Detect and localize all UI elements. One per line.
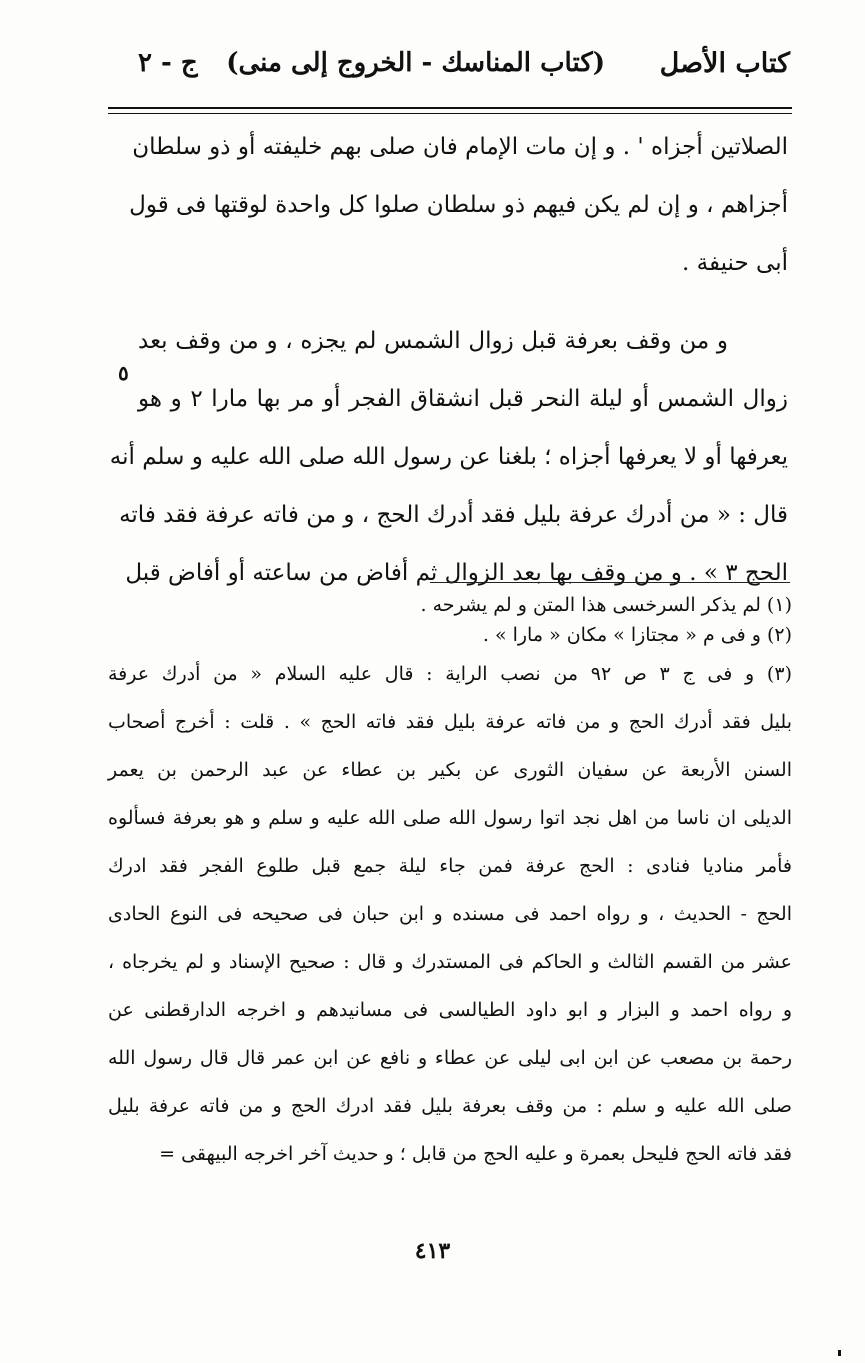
- margin-line-number: ٥: [118, 361, 129, 385]
- footnote-line: فقد فاته الحج فليحل بعمرة و عليه الحج من قابل ؛ و حديث آخر اخرجه البيهقى =: [159, 1143, 792, 1165]
- footnote-line: (٣) و فى ج ٣ ص ٩٢ من نصب الراية : قال عليه السلام « من أدرك عرفة: [108, 663, 792, 685]
- footnote-3: [108, 650, 792, 1178]
- text-line: يعرفها أو لا يعرفها أجزاه ؛ بلغنا عن رسول الله صلى الله عليه و سلم أنه: [109, 444, 788, 470]
- main-text: [109, 118, 788, 602]
- footnote-line: الحج - الحديث ، و رواه احمد فى مسنده و ابن حبان فى صحيحه فى النوع الحادى: [108, 903, 792, 925]
- footnote-line: رحمة بن مصعب عن ابن ابى ليلى عن عطاء و نافع عن ابن عمر قال قال رسول الله: [108, 1047, 793, 1069]
- footnote-line: فأمر مناديا فنادى : الحج عرفة فمن جاء ليلة جمع قبل طلوع الفجر فقد ادرك: [108, 855, 792, 877]
- footnote-line: الديلى ان ناسا من اهل نجد اتوا رسول الله صلى الله عليه و سلم و هو بعرفة فسألوه: [108, 807, 792, 829]
- section-title: (كتاب المناسك - الخروج إلى منى): [226, 48, 605, 78]
- paragraph-1: [129, 118, 788, 292]
- footnote-line: بليل فقد أدرك الحج و من فاته عرفة بليل فقد فاته الحج » . قلت : أخرج أصحاب: [108, 711, 792, 733]
- text-line: زوال الشمس أو ليلة النحر قبل انشقاق الفجر أو مر بها مارا ٢ و هو: [138, 386, 788, 412]
- text-line: أبى حنيفة .: [682, 250, 788, 276]
- footnote-line: و رواه احمد و البزار و ابو داود الطيالسى فى مسانيدهم و اخرجه الدارقطنى عن: [108, 999, 792, 1021]
- footnote-line: السنن الأربعة عن سفيان الثورى عن بكير بن عطاء عن عبد الرحمن بن يعمر: [108, 759, 792, 781]
- book-title: كتاب الأصل: [659, 48, 790, 79]
- footnote-line: صلى الله عليه و سلم : من وقف بعرفة بليل فقد ادرك الحج و من فاته عرفة بليل: [108, 1095, 792, 1117]
- text-line: الحج ٣ » . و من وقف بها بعد الزوال ثم أفاض من ساعته أو أفاض قبل: [125, 560, 788, 586]
- text-line: و من وقف بعرفة قبل زوال الشمس لم يجزه ، و من وقف بعد: [138, 328, 728, 354]
- text-line: قال : « من أدرك عرفة بليل فقد أدرك الحج ، و من فاته عرفة فقد فاته: [119, 502, 788, 528]
- text-line: أجزاهم ، و إن لم يكن فيهم ذو سلطان صلوا كل واحدة لوقتها فى قول: [129, 192, 788, 218]
- footnote-line: عشر من القسم الثالث و الحاكم فى المستدرك و قال : صحيح الإسناد و لم يخرجاه ،: [108, 951, 792, 973]
- volume-label: ج - ٢: [138, 48, 198, 78]
- header-rule-thick: [108, 107, 792, 109]
- footnote-1: (١) لم يذكر السرخسى هذا المتن و لم يشرحه .: [420, 594, 792, 616]
- paragraph-2: [109, 312, 788, 602]
- header-rule-thin: [108, 113, 792, 114]
- running-header: [110, 48, 790, 98]
- footnotes: [108, 590, 792, 1178]
- text-line: الصلاتين أجزاه ' . و إن مات الإمام فان صلى بهم خليفته أو ذو سلطان: [132, 134, 788, 160]
- scan-mark: [838, 1350, 841, 1356]
- footnote-rule: [430, 582, 790, 583]
- footnote-2: (٢) و فى م « مجتازا » مكان « مارا » .: [482, 624, 792, 646]
- page-number: ٤١٣: [414, 1238, 451, 1264]
